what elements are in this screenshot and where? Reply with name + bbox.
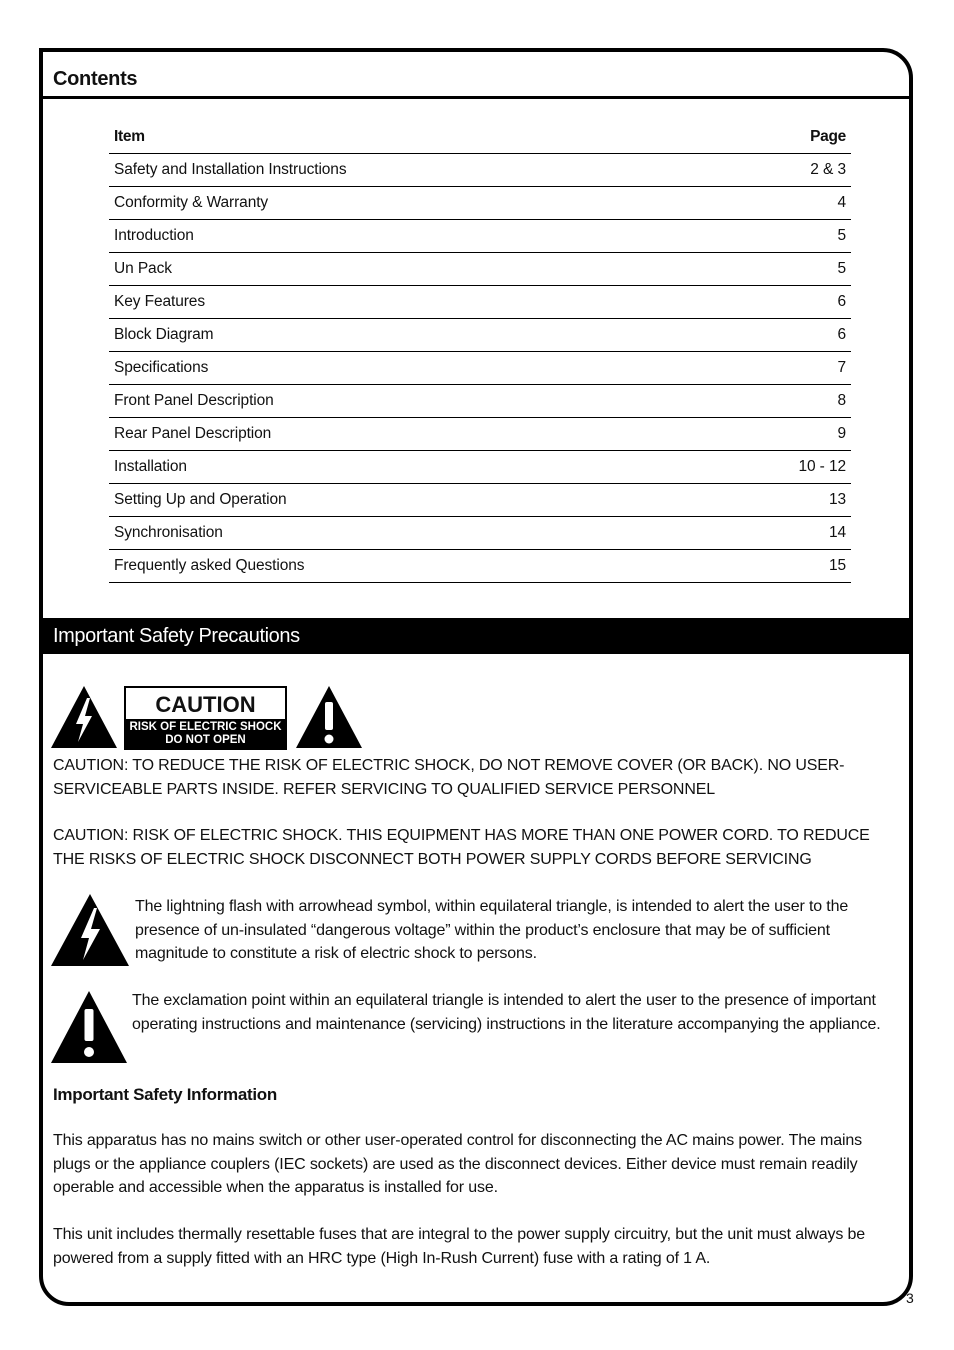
row-item: Un Pack [109,253,709,286]
row-item: Synchronisation [109,517,709,550]
caution-label [124,686,287,750]
row-page: 2 & 3 [709,154,851,187]
column-header-item: Item [109,122,709,154]
table-row [109,385,851,418]
row-item: Setting Up and Operation [109,484,709,517]
table-row [109,187,851,220]
row-page: 5 [709,253,851,286]
row-page: 10 - 12 [709,451,851,484]
safety-info-heading: Important Safety Information [53,1085,277,1104]
table-row [109,319,851,352]
safety-info-paragraph-1: This apparatus has no mains switch or other user-operated control for disconnecting the AC mains power. The mains plugs or the appliance couplers (IEC sockets) are used as the disconnect devices. Either device must remain readily operable and accessible when the apparatus is installed for use. [53,1132,862,1196]
contents-table [109,122,851,583]
row-page: 8 [709,385,851,418]
column-header-page: Page [709,122,851,154]
row-page: 14 [709,517,851,550]
table-row [109,484,851,517]
caution-paragraph-2: CAUTION: RISK OF ELECTRIC SHOCK. THIS EQUIPMENT HAS MORE THAN ONE POWER CORD. TO REDUCE THE RISKS OF ELECTRIC SHOCK DISCONNECT BOTH POWER SUPPLY CORDS BEFORE SERVICING [53,827,870,868]
safety-info-paragraph-2: This unit includes thermally resettable fuses that are integral to the power supply circuitry, but the unit must always be powered from a supply fitted with an HRC type (High In-Rush Current) fuse with a rating of 1 A. [53,1226,866,1267]
row-item: Safety and Installation Instructions [109,154,709,187]
table-row [109,220,851,253]
table-row [109,517,851,550]
row-item: Rear Panel Description [109,418,709,451]
lightning-warning-triangle-icon [49,684,119,750]
row-page: 7 [709,352,851,385]
row-page: 4 [709,187,851,220]
row-page: 6 [709,286,851,319]
page-number: 3 [906,1290,914,1306]
safety-section-header [43,618,909,654]
table-row [109,154,851,187]
contents-header-row [109,122,851,154]
row-item: Conformity & Warranty [109,187,709,220]
exclamation-explanation: The exclamation point within an equilateral triangle is intended to alert the user to the presence of important operating instructions and maintenance (servicing) instructions in the literature accompanying the appliance. [132,992,881,1033]
row-item: Installation [109,451,709,484]
row-page: 5 [709,220,851,253]
safety-title: Important Safety Precautions [53,625,300,647]
row-page: 6 [709,319,851,352]
table-row [109,286,851,319]
caution-word: CAUTION [155,692,256,717]
row-page: 9 [709,418,851,451]
row-item: Key Features [109,286,709,319]
row-item: Specifications [109,352,709,385]
row-page: 15 [709,550,851,583]
page-frame [39,48,913,1306]
table-row [109,550,851,583]
exclamation-warning-triangle-icon [49,989,129,1065]
exclamation-warning-triangle-icon [294,684,364,750]
table-row [109,253,851,286]
row-item: Introduction [109,220,709,253]
caution-line-2: DO NOT OPEN [165,734,246,746]
row-item: Front Panel Description [109,385,709,418]
caution-strip [126,719,285,748]
caution-line-1: RISK OF ELECTRIC SHOCK [129,721,282,733]
row-item: Block Diagram [109,319,709,352]
caution-paragraph-1: CAUTION: TO REDUCE THE RISK OF ELECTRIC SHOCK, DO NOT REMOVE COVER (OR BACK). NO USER-SERVICEABLE PARTS INSIDE. REFER SERVICING TO QUALIFIED SERVICE PERSONNEL [53,757,845,798]
row-page: 13 [709,484,851,517]
row-item: Frequently asked Questions [109,550,709,583]
lightning-explanation: The lightning flash with arrowhead symbol, within equilateral triangle, is intended to alert the user to the presence of un-insulated “dangerous voltage” within the product’s enclosure that may be of sufficient magnitude to constitute a risk of electric shock to persons. [135,898,849,962]
table-row [109,352,851,385]
contents-title: Contents [53,68,138,90]
lightning-warning-triangle-icon [49,892,131,968]
contents-header [43,52,909,99]
table-row [109,451,851,484]
table-row [109,418,851,451]
